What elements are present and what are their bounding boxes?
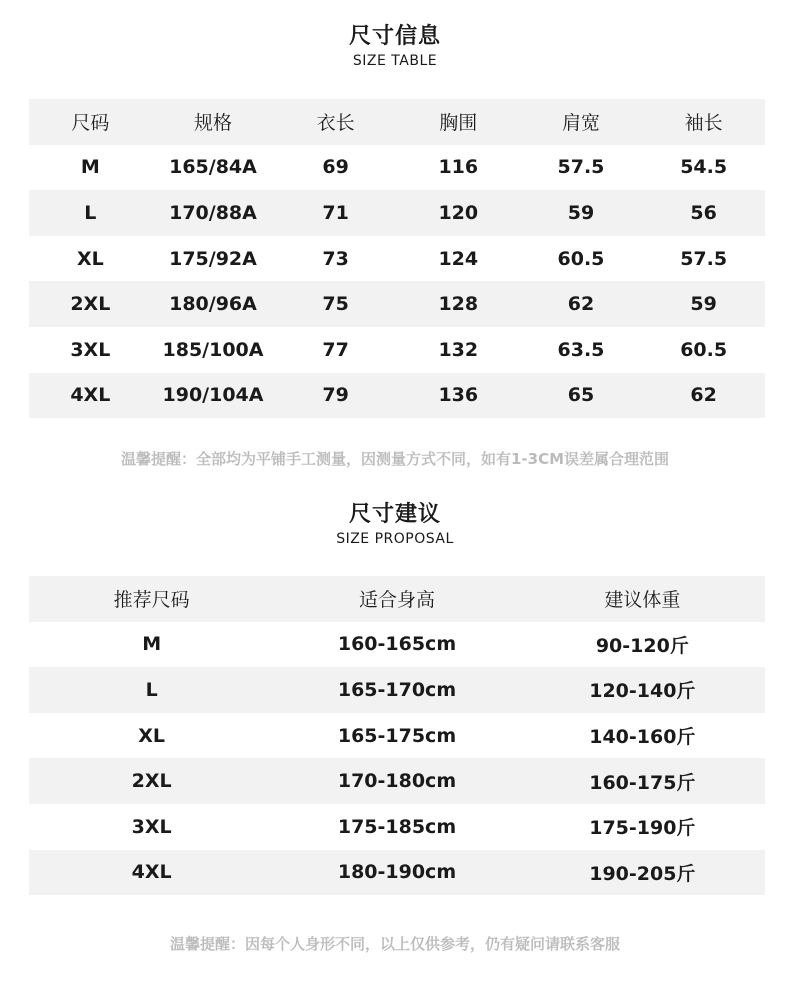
column-header: 建议体重 [604,589,681,612]
table-cell: 136 [438,384,479,407]
table-cell: 57.5 [680,247,728,270]
table-cell: 124 [438,247,479,270]
table-row [29,667,765,713]
column-header: 适合身高 [358,589,435,612]
table-row [29,281,765,327]
table-row [29,758,765,804]
column-header: 规格 [193,112,232,135]
size-proposal-table [29,576,765,895]
table-cell: 120-140斤 [589,680,696,703]
table-cell: 57.5 [557,156,605,179]
column-header: 推荐尺码 [113,589,190,612]
table-cell: L [84,201,97,224]
table-row [29,850,765,896]
table-row [29,373,765,419]
size-table-note: 温馨提醒：全部均为平铺手工测量，因测量方式不同，如有1-3CM误差属合理范围 [120,450,670,468]
table-cell: 4XL [131,861,172,884]
table-cell: 59 [690,293,717,316]
table-cell: 54.5 [680,156,728,179]
table-cell: 190/104A [162,384,264,407]
table-cell: 120 [438,201,479,224]
table-cell: 2XL [131,770,172,793]
table-cell: 185/100A [162,338,264,361]
table-cell: 3XL [131,815,172,838]
table-cell: 175-185cm [337,815,457,838]
size-proposal-header-row [29,576,765,622]
table-cell: XL [138,724,166,747]
table-row [29,327,765,373]
size-table-subtitle: SIZE TABLE [352,53,438,69]
table-cell: 75 [322,293,349,316]
table-cell: 170/88A [169,201,257,224]
table-cell: L [145,678,158,701]
table-cell: 160-175斤 [589,771,696,794]
table-cell: 59 [567,201,595,224]
table-cell: 132 [438,338,479,361]
size-table-title: 尺寸信息 [348,24,441,49]
table-cell: 165-170cm [337,678,457,701]
table-row [29,236,765,282]
table-row [29,713,765,759]
table-cell: 65 [567,384,595,407]
table-cell: 116 [438,156,479,179]
table-cell: 2XL [70,293,111,316]
table-cell: 62 [690,384,717,407]
table-cell: 140-160斤 [589,726,696,749]
table-cell: 4XL [70,384,111,407]
column-header: 衣长 [316,112,355,135]
table-cell: 165/84A [169,156,257,179]
size-proposal-header [0,502,790,548]
table-row [29,622,765,668]
table-cell: 175-190斤 [589,817,696,840]
table-row [29,804,765,850]
column-header: 袖长 [684,112,723,135]
table-cell: 160-165cm [337,633,457,656]
size-table-header-row [29,99,765,145]
table-cell: 69 [322,156,349,179]
table-cell: 175/92A [169,247,257,270]
table-cell: 60.5 [680,338,728,361]
table-cell: XL [76,247,104,270]
table-cell: 128 [438,293,479,316]
table-cell: 3XL [70,338,111,361]
table-cell: 165-175cm [337,724,457,747]
column-header: 胸围 [439,112,478,135]
table-cell: 63.5 [557,338,605,361]
table-cell: 77 [322,338,349,361]
size-proposal-title: 尺寸建议 [348,502,441,527]
size-proposal-subtitle: SIZE PROPOSAL [336,531,454,547]
table-cell: 62 [567,293,595,316]
size-proposal-note: 温馨提醒：因每个人身形不同，以上仅供参考，仍有疑问请联系客服 [169,935,620,953]
column-header: 肩宽 [561,112,600,135]
table-cell: 73 [322,247,349,270]
column-header: 尺码 [71,112,110,135]
table-cell: 79 [322,384,349,407]
table-cell: 180/96A [169,293,257,316]
table-cell: 56 [690,201,717,224]
table-cell: M [142,633,162,656]
table-cell: 90-120斤 [595,634,689,657]
size-table-header [0,24,790,70]
table-cell: 180-190cm [337,861,457,884]
size-table [29,99,765,418]
table-cell: 60.5 [557,247,605,270]
table-cell: M [80,156,100,179]
table-cell: 71 [322,201,349,224]
table-row [29,145,765,191]
table-cell: 170-180cm [337,770,457,793]
table-row [29,190,765,236]
table-cell: 190-205斤 [589,862,696,885]
